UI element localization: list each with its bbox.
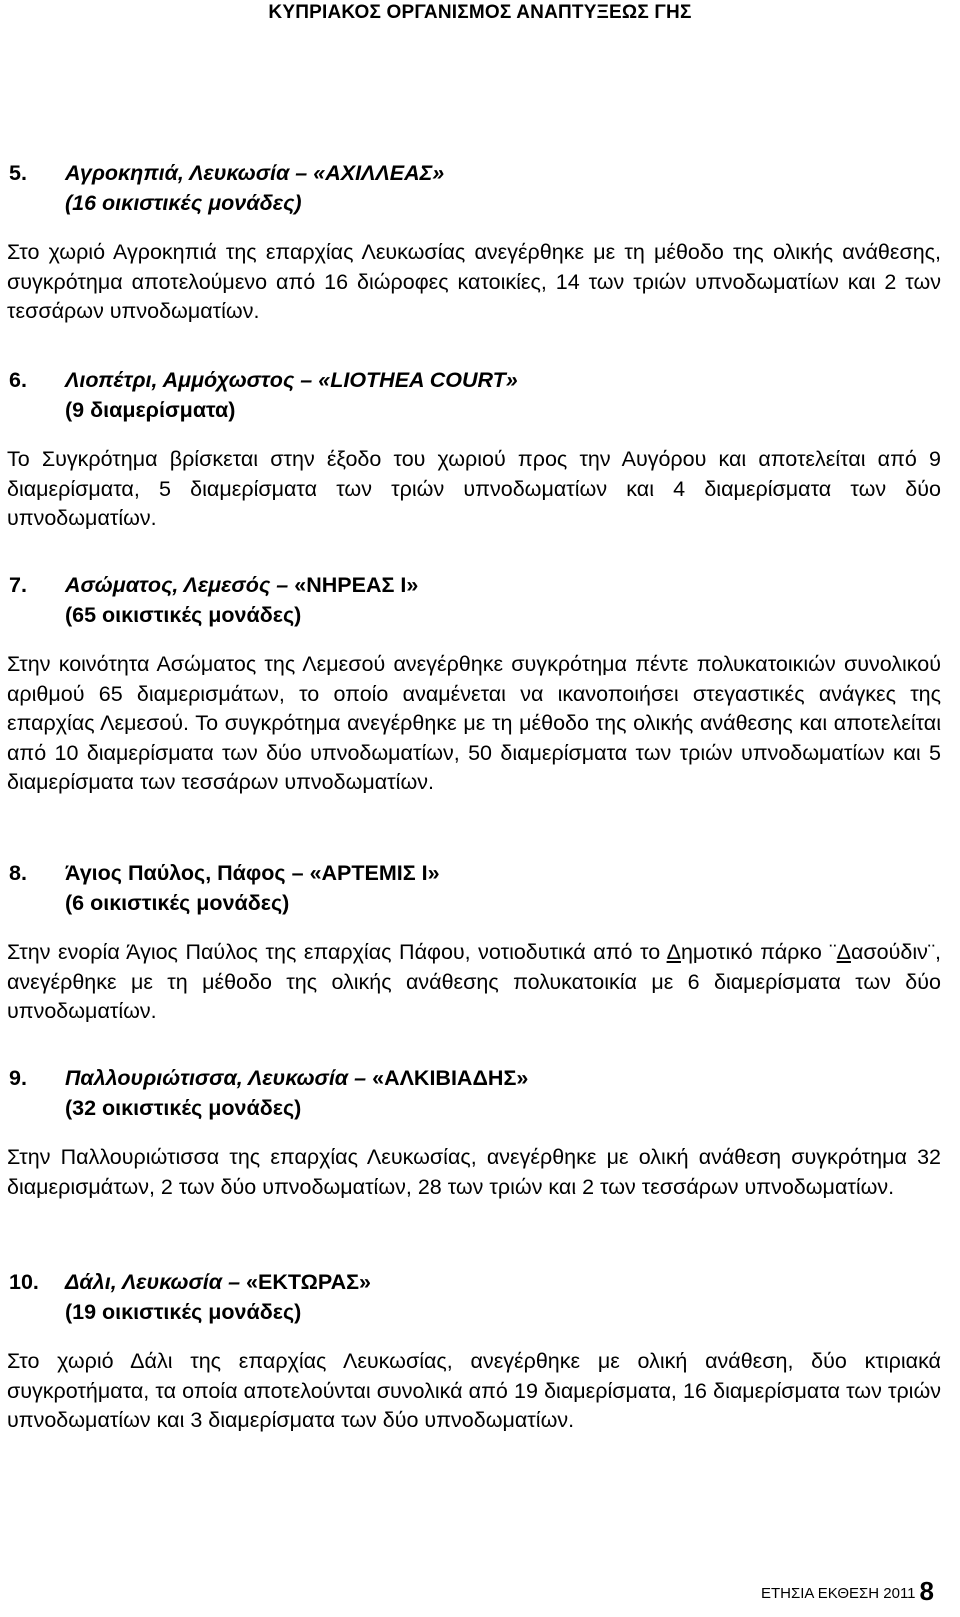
footer-label: ΕΤΗΣΙΑ ΕΚΘΕΣΗ 2011	[760, 1585, 916, 1602]
section-heading	[7, 1063, 941, 1093]
page-footer	[761, 1576, 934, 1607]
body-text: Στην ενορία Άγιος Παύλος της επαρχίας Πάφου, νοτιοδυτικά από το	[7, 940, 667, 964]
section-subtitle: (19 οικιστικές μονάδες)	[65, 1300, 302, 1324]
section-subtitle: (65 οικιστικές μονάδες)	[65, 603, 302, 627]
section-6	[7, 365, 941, 534]
body-text: ασούδιν¨, ανεγέρθηκε με τη μέθοδο της ολικής ανάθεσης πολυκατοικία με 6 διαμερίσματα των δύο υπνοδωματίων.	[7, 940, 941, 1024]
section-dash: –	[291, 861, 304, 885]
section-number: 6.	[9, 368, 27, 392]
section-10	[7, 1267, 941, 1436]
section-place: Δάλι, Λευκωσία	[65, 1270, 223, 1294]
section-7	[7, 570, 941, 798]
section-heading	[7, 1267, 941, 1297]
section-project-name: «ΑΛΚΙΒΙΑΔΗΣ»	[372, 1066, 529, 1090]
section-subtitle: (16 οικιστικές μονάδες)	[65, 191, 302, 215]
section-dash: –	[228, 1270, 241, 1294]
section-dash: –	[276, 573, 289, 597]
section-project-name: «ΕΚΤΩΡΑΣ»	[246, 1270, 371, 1294]
section-body	[7, 938, 941, 1027]
section-8	[7, 858, 941, 1027]
section-body: Στην Παλλουριώτισσα της επαρχίας Λευκωσίας, ανεγέρθηκε με ολική ανάθεση συγκρότημα 32 διαμερισμάτων, 2 των δύο υπνοδωματίων, 28 των τριών και 2 των τεσσάρων υπνοδωματίων.	[7, 1145, 941, 1199]
section-5	[7, 158, 941, 327]
section-project-name: «ΑΡΤΕΜΙΣ Ι»	[309, 861, 440, 885]
section-body: Στο χωριό Αγροκηπιά της επαρχίας Λευκωσίας ανεγέρθηκε με τη μέθοδο της ολικής ανάθεσης, συγκρότημα αποτελούμενο από 16 διώροφες κατοικίες, 14 των τριών υπνοδωματίων και 2 των τεσσάρων υπνοδωματίων.	[7, 240, 941, 324]
page-number: 8	[919, 1576, 934, 1606]
section-body: Στην κοινότητα Ασώματος της Λεμεσού ανεγέρθηκε συγκρότημα πέντε πολυκατοικιών συνολικού αριθμού 65 διαμερισμάτων, το οποίο αναμένεται να ικανοποιήσει στεγαστικές ανάγκες της επαρχίας Λεμεσού. Το συγκρότημα ανεγέρθηκε με τη μέθοδο της ολικής ανάθεσης και αποτελείται από 10 διαμερίσματα των δύο υπνοδωματίων, 50 διαμερίσματα των τριών υπνοδωματίων και 5 διαμερίσματα των τεσσάρων υπνοδωματίων.	[7, 652, 941, 795]
section-number: 8.	[9, 861, 27, 885]
section-heading	[7, 158, 941, 188]
underlined-letter: Δ	[836, 940, 851, 964]
body-text: ημοτικό πάρκο ¨	[680, 940, 837, 964]
section-9	[7, 1063, 941, 1202]
section-project-name: «ΝΗΡΕΑΣ Ι»	[294, 573, 419, 597]
section-heading	[7, 365, 941, 395]
section-body: Το Συγκρότημα βρίσκεται στην έξοδο του χωριού προς την Αυγόρου και αποτελείται από 9 διαμερίσματα, 5 διαμερίσματα των τριών υπνοδωματίων και 4 διαμερίσματα των δύο υπνοδωματίων.	[7, 447, 941, 531]
section-subtitle: (32 οικιστικές μονάδες)	[65, 1096, 302, 1120]
document-header: ΚΥΠΡΙΑΚΟΣ ΟΡΓΑΝΙΣΜΟΣ ΑΝΑΠΤΥΞΕΩΣ ΓΗΣ	[268, 2, 692, 23]
section-place: Λιοπέτρι, Αμμόχωστος	[65, 368, 295, 392]
section-heading	[7, 570, 941, 600]
section-dash: –	[295, 161, 308, 185]
section-place: Παλλουριώτισσα, Λευκωσία	[65, 1066, 349, 1090]
section-number: 10.	[9, 1270, 39, 1294]
section-dash: –	[300, 368, 313, 392]
section-dash: –	[354, 1066, 367, 1090]
section-body: Στο χωριό Δάλι της επαρχίας Λευκωσίας, ανεγέρθηκε με ολική ανάθεση, δύο κτιριακά συγκροτήματα, τα οποία αποτελούνται συνολικά από 19 διαμερίσματα, 16 διαμερίσματα των τριών υπνοδωματίων και 3 διαμερίσματα των δύο υπνοδωματίων.	[7, 1349, 941, 1433]
section-number: 5.	[9, 161, 27, 185]
section-subtitle: (6 οικιστικές μονάδες)	[65, 891, 290, 915]
section-project-name: «ΑΧΙΛΛΕΑΣ»	[313, 161, 445, 185]
section-place: Άγιος Παύλος, Πάφος	[65, 861, 286, 885]
section-place: Αγροκηπιά, Λευκωσία	[65, 161, 290, 185]
section-heading	[7, 858, 941, 888]
section-project-name: «LIOTHEA COURT»	[318, 368, 518, 392]
section-number: 9.	[9, 1066, 27, 1090]
section-number: 7.	[9, 573, 27, 597]
section-place: Ασώματος, Λεμεσός	[65, 573, 271, 597]
underlined-letter: Δ	[666, 940, 681, 964]
section-subtitle: (9 διαμερίσματα)	[65, 398, 236, 422]
